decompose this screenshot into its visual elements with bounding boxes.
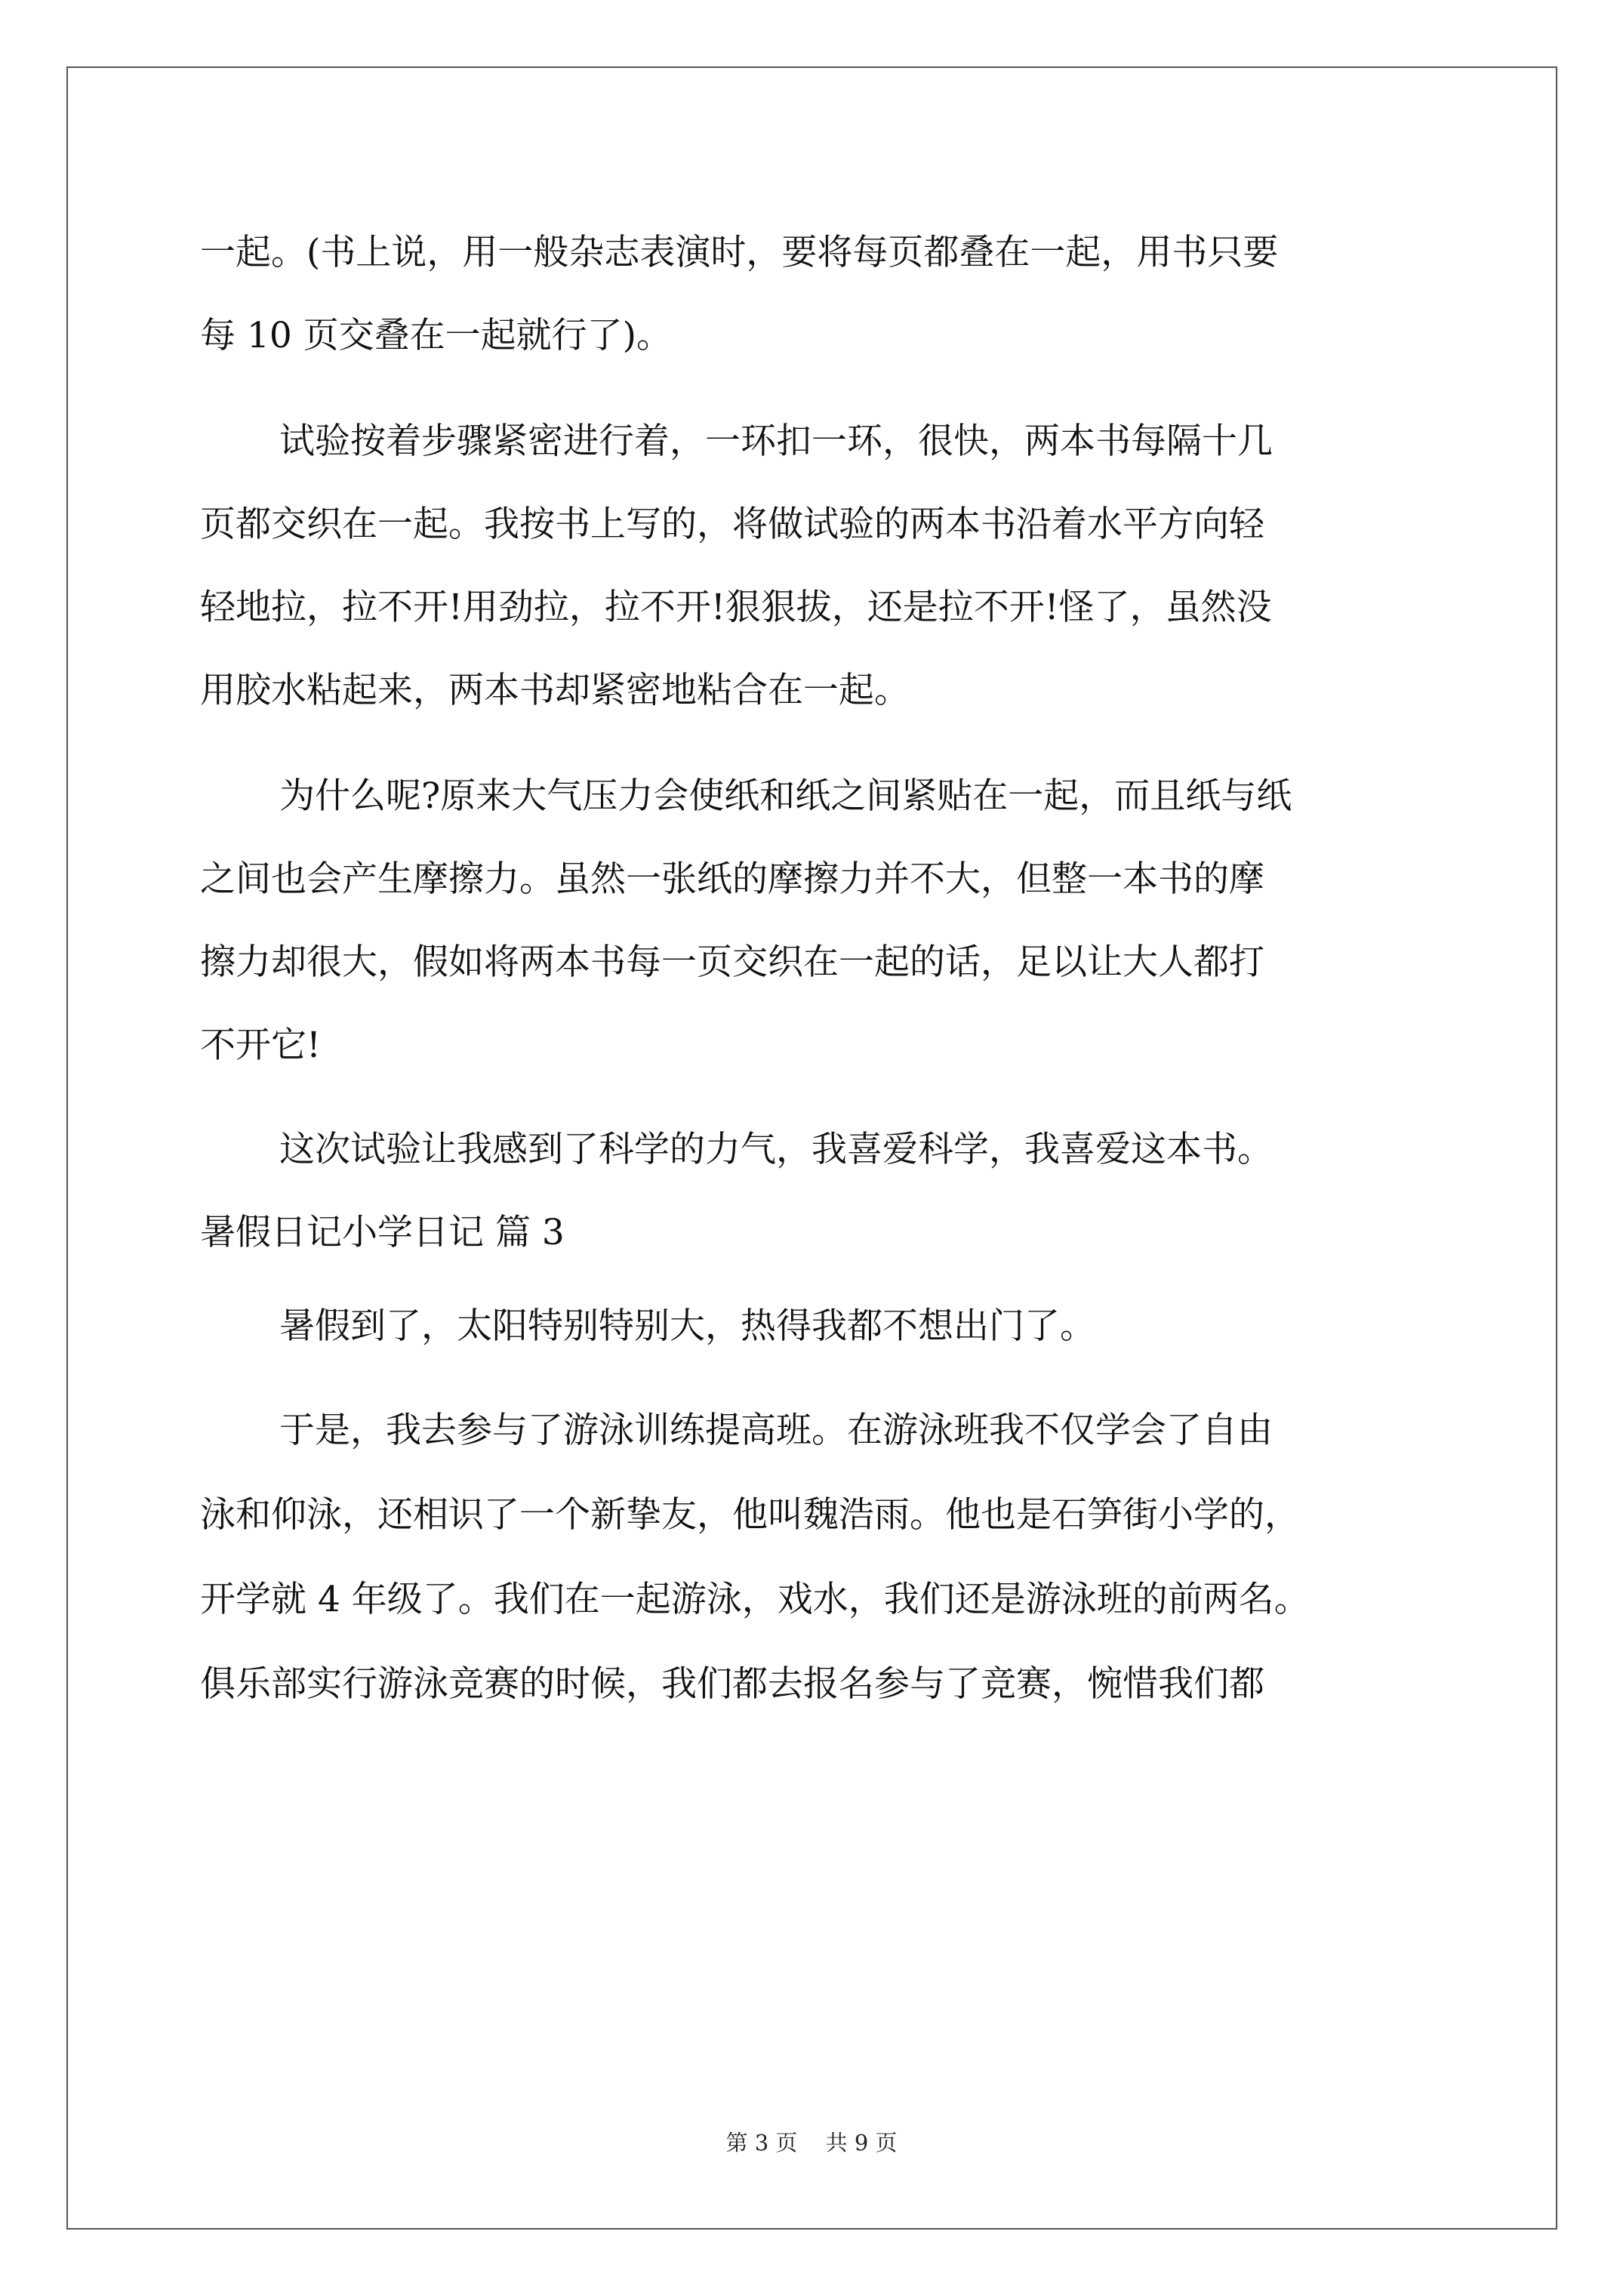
text-line: 页都交织在一起。我按书上写的，将做试验的两本书沿着水平方向轻 [200, 504, 1264, 545]
text-line: 俱乐部实行游泳竞赛的时候，我们都去报名参与了竞赛，惋惜我们都 [200, 1663, 1264, 1705]
text-line: 用胶水粘起来，两本书却紧密地粘合在一起。 [200, 670, 910, 711]
text-line: 开学就 4 年级了。我们在一起游泳，戏水，我们还是游泳班的前两名。 [200, 1579, 1310, 1620]
page-footer [0, 2128, 1623, 2158]
page-number: 第 3 页 [725, 2130, 798, 2156]
paragraph-start: 这次试验让我感到了科学的力气，我喜爱科学，我喜爱这本书。 [279, 1129, 1273, 1170]
text-line: 每 10 页交叠在一起就行了)。 [200, 315, 673, 356]
section-heading: 暑假日记小学日记 篇 3 [200, 1212, 565, 1253]
page-total: 共 9 页 [825, 2130, 898, 2156]
text-line: 不开它! [200, 1025, 321, 1066]
text-line: 之间也会产生摩擦力。虽然一张纸的摩擦力并不大，但整一本书的摩 [200, 858, 1264, 900]
text-line: 擦力却很大，假如将两本书每一页交织在一起的话，足以让大人都打 [200, 942, 1264, 983]
text-line: 轻地拉，拉不开!用劲拉，拉不开!狠狠拔，还是拉不开!怪了，虽然没 [200, 587, 1272, 628]
paragraph-start: 于是，我去参与了游泳训练提高班。在游泳班我不仅学会了自由 [279, 1410, 1273, 1451]
paragraph-start: 暑假到了，太阳特别特别大，热得我都不想出门了。 [279, 1305, 1095, 1347]
text-line: 泳和仰泳，还相识了一个新挚友，他叫魏浩雨。他也是石笋街小学的， [200, 1494, 1300, 1536]
paragraph-start: 试验按着步骤紧密进行着，一环扣一环，很快，两本书每隔十几 [279, 421, 1273, 462]
text-line: 一起。(书上说，用一般杂志表演时，要将每页都叠在一起，用书只要 [200, 232, 1279, 273]
paragraph-start: 为什么呢?原来大气压力会使纸和纸之间紧贴在一起，而且纸与纸 [279, 775, 1292, 817]
